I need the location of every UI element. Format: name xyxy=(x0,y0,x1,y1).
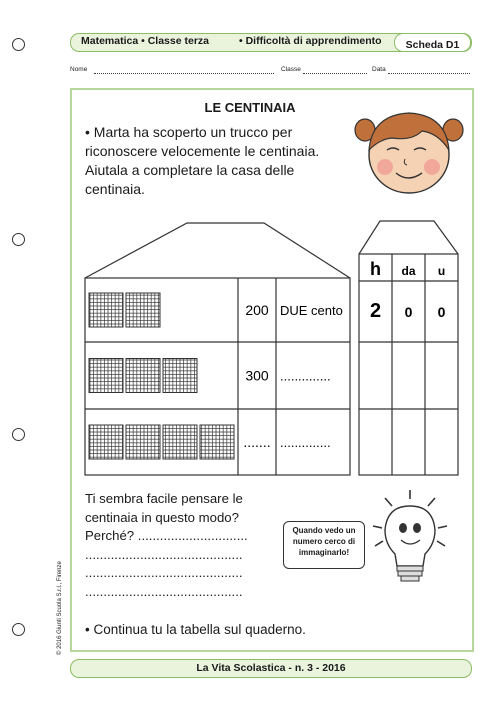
place-header-da: da xyxy=(401,264,416,278)
word-cell[interactable]: .............. xyxy=(280,368,331,384)
hundred-square xyxy=(163,359,197,393)
hundred-square xyxy=(126,425,160,459)
question-text: Ti sembra facile pensare le centinaia in questo modo? Perché? xyxy=(85,491,243,543)
light-bulb-illustration xyxy=(365,488,455,588)
hundred-squares xyxy=(89,293,234,459)
name-label: Nome xyxy=(70,66,88,73)
answer-line[interactable]: ........................................... xyxy=(85,546,243,562)
intro-text: • Marta ha scoperto un trucco per riconoscere velocemente le centinaia. Aiutala a completare la casa delle centinaia. xyxy=(85,124,320,197)
hundred-square xyxy=(89,425,123,459)
hundred-square xyxy=(126,359,160,393)
footer-bar: La Vita Scolastica - n. 3 - 2016 xyxy=(70,659,472,678)
number-cell: 200 xyxy=(245,302,269,318)
place-digit: 0 xyxy=(437,304,446,320)
sheet-label: Scheda D1 xyxy=(405,38,460,51)
place-digit: 2 xyxy=(369,300,382,322)
place-digit: 0 xyxy=(404,304,413,320)
place-header-h: h xyxy=(370,259,381,279)
answer-line[interactable]: ........................................... xyxy=(85,583,243,599)
subject-label: Matematica • Classe terza xyxy=(81,35,209,47)
hundred-square xyxy=(163,425,197,459)
hundred-square xyxy=(89,359,123,393)
place-header-u: u xyxy=(437,264,446,278)
topic-label: • Difficoltà di apprendimento xyxy=(239,35,382,47)
answer-line[interactable]: .............................. xyxy=(137,528,248,543)
number-cell[interactable]: ....... xyxy=(243,434,271,450)
speech-bubble: Quando vedo un numero cerco di immaginarlo! xyxy=(283,521,365,569)
answer-line[interactable]: ........................................... xyxy=(85,565,243,580)
page-title: LE CENTINAIA xyxy=(204,100,296,115)
question-block xyxy=(85,490,285,601)
class-label: Classe xyxy=(281,66,301,73)
word-cell: DUE cento xyxy=(280,303,343,318)
copyright-text: © 2016 Giunti Scuola S.r.l., Firenze xyxy=(57,561,63,655)
hundred-square xyxy=(126,293,160,327)
hundred-square xyxy=(200,425,234,459)
word-cell[interactable]: .............. xyxy=(280,435,331,450)
date-label: Data xyxy=(372,66,386,73)
final-instruction: • Continua tu la tabella sul quaderno. xyxy=(85,622,306,637)
number-cell: 300 xyxy=(245,367,269,384)
hundred-square xyxy=(89,293,123,327)
